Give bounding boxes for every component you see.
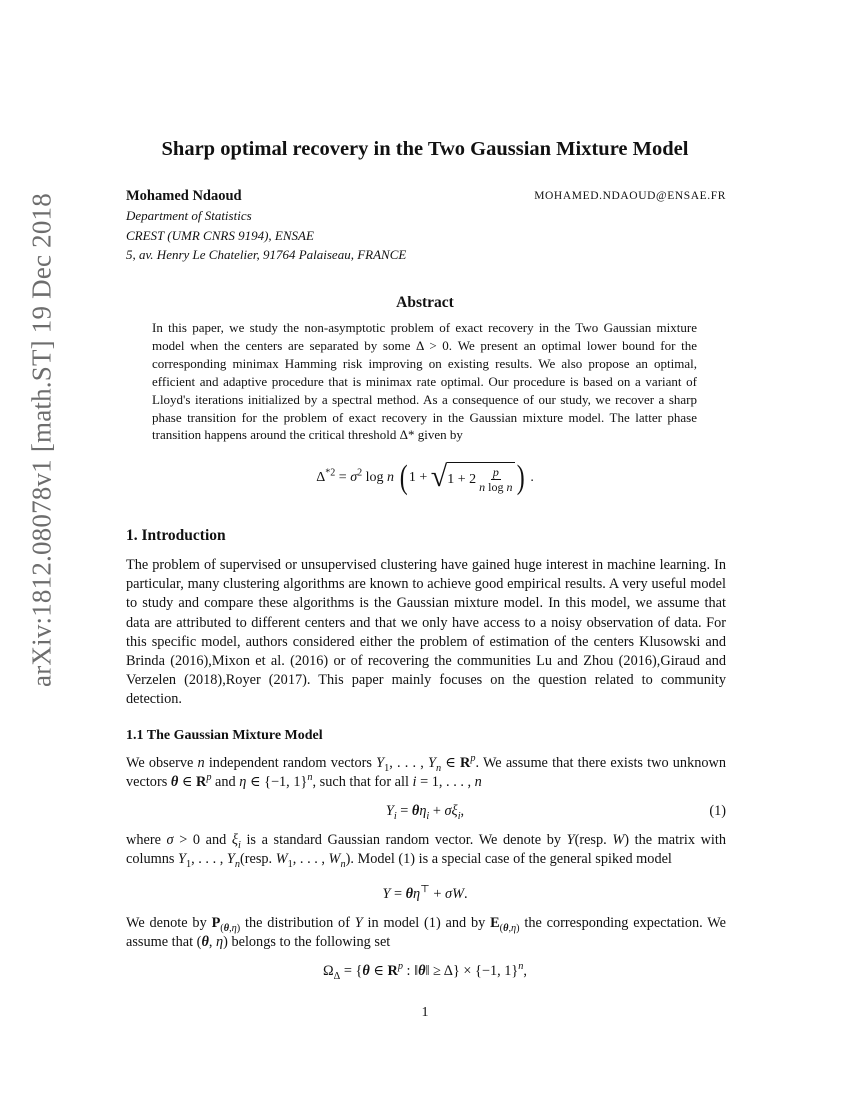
abstract-equation: $\Delta^{*2} = \sigma^2$ log n ( 1 + √ 1 + 2 $\frac{p}{\text{n log n}}$ ) . xyxy=(316,459,534,496)
subsection-heading: 1.1 The Gaussian Mixture Model xyxy=(126,728,323,743)
affiliation-line: 5, av. Henry Le Chatelier, 91764 Palaiseau, FRANCE xyxy=(126,247,407,262)
intro-paragraph: The problem of supervised or unsupervised clustering have gained huge interest in machine learning. In particular, many clustering algorithms are known to achieve good empirical results. A very useful model to study and compare these algorithms is the Gaussian mixture model. In this model, we assume that data are attributed to different centers and that we only have access to a noisy observation of data. For this specific model, authors considered either the problem of estimation of the centers Klusowski and Brinda (2016),Mixon et al. (2016) or of recovering the communities Lu and Zhou (2016),Giraud and Verzelen (2018),Royer (2017). This paper mainly focuses on the question related to community detection. xyxy=(126,557,726,708)
model-equation: $Y_i = \theta\eta_i + \sigma\xi_i$, xyxy=(385,803,465,822)
equation-number: (1) xyxy=(709,803,726,819)
set-equation: $\Omega_\Delta = \{\theta$ ∈ $R^p$ : ‖θ‖ ≥ Δ} × {−1, 1}$^n$, xyxy=(323,961,527,982)
section-heading: 1. Introduction xyxy=(126,527,226,544)
arxiv-stamp: arXiv:1812.08078v1 [math.ST] 19 Dec 2018 xyxy=(26,193,57,687)
model-paragraph: We observe n independent random vectors $Y_1$, . . . , $Y_n$ ∈ $R^p$. We assume that there exists two unknown vectors θ ∈ $R^p$ and η ∈ {−1, 1}$^n$, such that for all i = 1, . . . , n xyxy=(126,753,726,791)
spiked-model-equation: Y = θη⊤ + σW. xyxy=(382,884,468,902)
affiliation-line: CREST (UMR CNRS 9194), ENSAE xyxy=(126,228,314,243)
distribution-paragraph: We denote by $P_{(\theta,\eta)}$ the distribution of Y in model (1) and by $E_{(\theta,\eta)}$ the corresponding expectation. We assume that (θ, η) belongs to the following set xyxy=(126,915,726,951)
abstract-heading: Abstract xyxy=(396,294,454,311)
author-name: Mohamed Ndaoud xyxy=(126,188,242,204)
abstract-text: In this paper, we study the non-asymptotic problem of exact recovery in the Two Gaussian mixture model when the centers are separated by some Δ > 0. We present an optimal lower bound for the corresponding minimax Hamming risk improving on existing results. We also propose an optimal, efficient and adaptive procedure that is minimax rate optimal. Our procedure is based on a variant of Lloyd's iterations initialized by a spectral method. As a consequence of our study, we recover a sharp phase transition for the problem of exact recovery in the Gaussian mixture model. The latter phase transition happens around the critical threshold Δ* given by xyxy=(152,320,697,443)
author-email[interactable]: MOHAMED.NDAOUD@ENSAE.FR xyxy=(534,190,726,202)
page-number: 1 xyxy=(421,1005,429,1020)
noise-paragraph: where σ > 0 and $\xi_i$ is a standard Gaussian random vector. We denote by Y(resp. W) the matrix with columns $Y_1$, . . . , $Y_n(resp$. $W_1$, . . . , $W_n$). Model (1) is a special case of the general spiked model xyxy=(126,832,727,871)
paper-title: Sharp optimal recovery in the Two Gaussian Mixture Model xyxy=(161,138,689,160)
affiliation-line: Department of Statistics xyxy=(126,208,252,223)
